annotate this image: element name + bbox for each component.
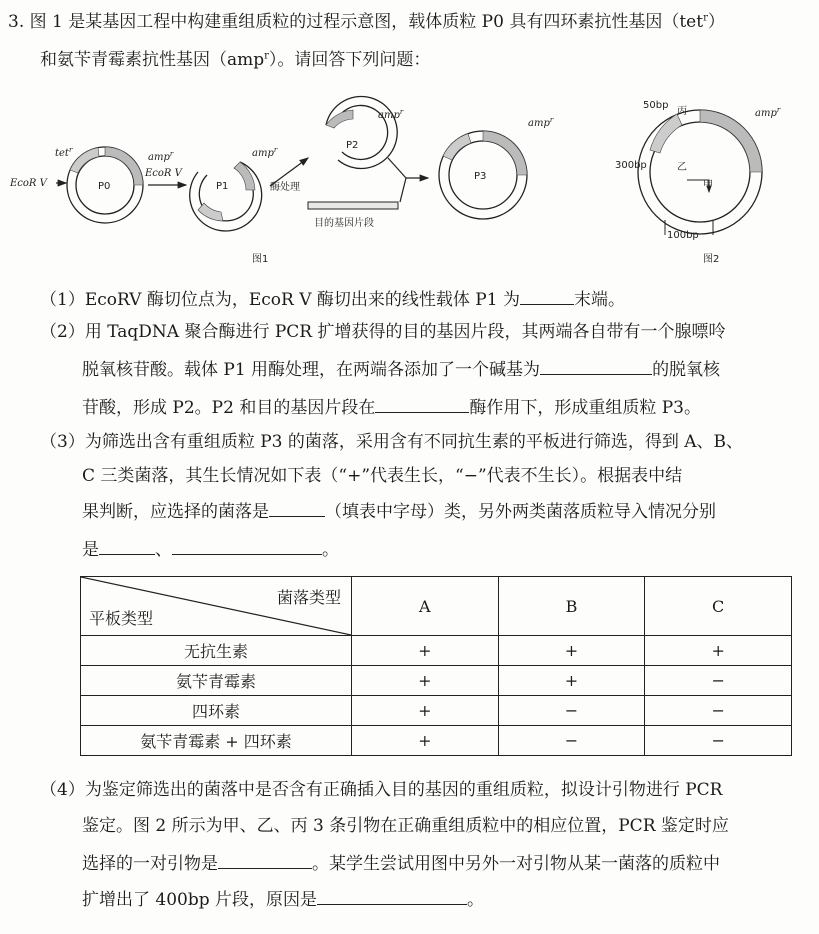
answer-blank-4a[interactable]: [218, 850, 312, 869]
plate-type-cell: 氨苄青霉素 + 四环素: [81, 726, 352, 756]
growth-cell: +: [352, 696, 499, 726]
part-4-line-1: （4）为鉴定筛选出的菌落中是否含有正确插入目的基因的重组质粒，拟设计引物进行 PCR: [40, 780, 723, 800]
header-plate-type: 平板类型: [89, 609, 154, 628]
part-4-text-4a: 扩增出了 400bp 片段，原因是: [82, 890, 318, 910]
plate-type-cell: 氨苄青霉素: [81, 666, 352, 696]
growth-cell: −: [498, 726, 645, 756]
table-header-row: [81, 577, 792, 636]
part-2-text-2a: 脱氧核苷酸。载体 P1 用酶处理，在两端各添加了一个碱基为: [82, 360, 541, 380]
fig2-amp-label: amp$^r$: [755, 106, 781, 119]
p2-label: P2: [346, 140, 359, 151]
intro-text-2a: 和氨苄青霉素抗性基因（amp: [40, 50, 265, 70]
answer-blank-2b[interactable]: [375, 394, 469, 413]
question-number: 3.: [8, 12, 25, 32]
bp50-label: 50bp: [643, 100, 669, 111]
answer-blank-4b[interactable]: [317, 886, 467, 905]
enzyme-label: 酶处理: [270, 182, 300, 193]
p0-amp-label: amp$^r$: [148, 150, 174, 163]
part-3-line-4: [82, 536, 339, 562]
answer-blank-2a[interactable]: [540, 356, 652, 375]
growth-cell: +: [352, 726, 499, 756]
answer-blank-3b[interactable]: [99, 536, 155, 555]
plasmid-recombinant: [638, 110, 762, 234]
p1-label: P1: [216, 181, 229, 192]
plate-type-cell: 无抗生素: [81, 636, 352, 666]
part-4-line-3: [82, 850, 720, 876]
part-3-text-3b: （填表中字母）类，另外两类菌落质粒导入情况分别: [325, 502, 716, 522]
intro-sup-2: r: [264, 50, 269, 62]
growth-cell: −: [645, 666, 792, 696]
primer-bing-label: 丙: [677, 106, 687, 117]
part-3-line-1: （3）为筛选出含有重组质粒 P3 的菌落，采用含有不同抗生素的平板进行筛选，得到 A、B、: [40, 432, 744, 452]
plasmid-p3: [439, 131, 527, 219]
part-2-line-2: [82, 356, 720, 382]
plasmid-p2: [326, 96, 397, 168]
part-4-line-2: 鉴定。图 2 所示为甲、乙、丙 3 条引物在正确重组质粒中的相应位置，PCR 鉴定时应: [82, 816, 729, 836]
figure-1-diagram: [8, 90, 598, 270]
figure-1-caption: 图1: [252, 254, 269, 265]
part-3-text-3a: 果判断，应选择的菌落是: [82, 502, 269, 522]
growth-cell: −: [645, 726, 792, 756]
plasmid-p1: [190, 162, 262, 231]
growth-cell: −: [498, 696, 645, 726]
growth-cell: +: [352, 666, 499, 696]
intro-text-1: 图 1 是某基因工程中构建重组质粒的过程示意图，载体质粒 P0 具有四环素抗性基因（tet: [29, 12, 704, 32]
table-row: [81, 666, 792, 696]
growth-cell: +: [645, 636, 792, 666]
table-row: [81, 696, 792, 726]
question-intro-line-1: [8, 10, 725, 34]
part-3-text-4b: 、: [155, 540, 172, 560]
part-2-text-2b: 的脱氧核: [652, 360, 721, 380]
part-4-text-3a: 选择的一对引物是: [82, 854, 218, 874]
tet-label: tet$^r$: [55, 146, 73, 159]
part-4-text-4b: 。: [467, 890, 485, 910]
header-colony-type: 菌落类型: [276, 588, 341, 607]
growth-table: [80, 576, 792, 756]
growth-cell: −: [645, 696, 792, 726]
column-header-c: C: [645, 577, 792, 636]
part-2-text-3b: 酶作用下，形成重组质粒 P3。: [469, 398, 701, 418]
p3-label: P3: [474, 171, 487, 182]
bp300-label: 300bp: [615, 160, 647, 171]
part-3-line-3: [82, 498, 716, 524]
p2-amp-label: amp$^r$: [378, 108, 404, 121]
answer-blank-1[interactable]: [520, 286, 574, 305]
primer-jia-label: 甲: [703, 180, 713, 191]
intro-text-2b: ）。请回答下列问题：: [268, 50, 431, 70]
table-row: [81, 726, 792, 756]
column-header-a: A: [352, 577, 499, 636]
figure-2-diagram: [605, 90, 815, 270]
column-header-b: B: [498, 577, 645, 636]
plasmid-p0: [67, 147, 143, 223]
p0-label: P0: [98, 181, 111, 192]
target-gene-label: 目的基因片段: [314, 218, 374, 229]
part-1-text-b: 末端。: [573, 290, 625, 310]
figure-2-caption: 图2: [703, 254, 720, 265]
part-2-line-1: （2）用 TaqDNA 聚合酶进行 PCR 扩增获得的目的基因片段，其两端各自带有一个腺嘌呤: [40, 322, 726, 342]
part-2-text-3a: 苷酸，形成 P2。P2 和目的基因片段在: [82, 398, 376, 418]
part-4-text-3b: 。某学生尝试用图中另外一对引物从某一菌落的质粒中: [312, 854, 720, 874]
part-3-line-2: C 三类菌落，其生长情况如下表（“+”代表生长，“−”代表不生长）。根据表中结: [82, 466, 683, 486]
p1-amp-label: amp$^r$: [252, 146, 278, 159]
table-corner-cell: [81, 577, 352, 636]
part-2-line-3: [82, 394, 701, 420]
growth-cell: +: [498, 636, 645, 666]
growth-cell: +: [352, 636, 499, 666]
ecorv-arrow-label: EcoR V: [145, 168, 182, 179]
intro-text-1-end: ）: [707, 12, 725, 32]
growth-cell: +: [498, 666, 645, 696]
part-1-text-a: （1）EcoRV 酶切位点为，EcoR V 酶切出来的线性载体 P1 为: [40, 290, 520, 310]
intro-sup-1: r: [703, 12, 708, 24]
p3-amp-label: amp$^r$: [528, 116, 554, 129]
answer-blank-3c[interactable]: [172, 536, 322, 555]
part-3-text-4a: 是: [82, 540, 99, 560]
table-row: [81, 636, 792, 666]
answer-blank-3a[interactable]: [269, 498, 325, 517]
bp100-label: 100bp: [667, 230, 699, 241]
question-intro-line-2: [40, 48, 430, 72]
plate-type-cell: 四环素: [81, 696, 352, 726]
part-4-line-4: [82, 886, 484, 912]
ecorv-left-label: EcoR V: [10, 178, 47, 189]
part-1-line: [40, 286, 625, 312]
part-3-text-4c: 。: [322, 540, 339, 560]
primer-yi-label: 乙: [677, 162, 687, 173]
